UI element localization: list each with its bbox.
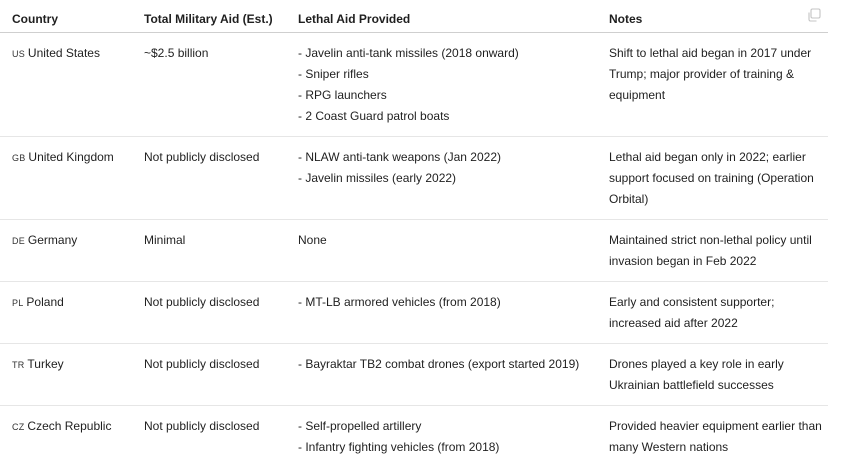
table-row — [0, 33, 828, 137]
header-notes: Notes — [609, 12, 643, 26]
notes-cell — [609, 292, 828, 334]
table-header — [0, 0, 828, 33]
lethal-aid-item: - 2 Coast Guard patrol boats — [298, 109, 450, 123]
copy-icon[interactable] — [806, 7, 822, 23]
notes-cell — [609, 416, 828, 458]
header-total-aid: Total Military Aid (Est.) — [144, 12, 273, 26]
table-row — [0, 344, 828, 406]
lethal-aid-cell — [298, 147, 604, 189]
lethal-aid-item: - Javelin missiles (early 2022) — [298, 171, 457, 185]
notes-text: Provided heavier equipment earlier than many Western nations — [609, 419, 822, 454]
total-aid-cell: ~$2.5 billion — [144, 46, 209, 60]
lethal-aid-item: - Self-propelled artillery — [298, 419, 422, 433]
lethal-aid-item: - Bayraktar TB2 combat drones (export started 2019) — [298, 357, 580, 371]
notes-text: Early and consistent supporter; increased aid after 2022 — [609, 295, 775, 330]
total-aid-cell: Not publicly disclosed — [144, 419, 260, 433]
country-cell — [12, 354, 140, 376]
notes-text: Lethal aid began only in 2022; earlier support focused on training (Operation Orbital) — [609, 150, 814, 206]
country-cell — [12, 230, 140, 252]
total-aid-cell: Minimal — [144, 233, 186, 247]
total-aid-cell: Not publicly disclosed — [144, 357, 260, 371]
country-code: PL — [12, 298, 24, 308]
lethal-aid-item: - Javelin anti-tank missiles (2018 onward) — [298, 46, 519, 60]
lethal-aid-item: None — [298, 233, 327, 247]
country-code: CZ — [12, 422, 25, 432]
header-lethal-aid: Lethal Aid Provided — [298, 12, 411, 26]
country-name: Czech Republic — [27, 419, 112, 433]
header-country: Country — [12, 12, 58, 26]
total-aid-cell: Not publicly disclosed — [144, 295, 260, 309]
country-code: TR — [12, 360, 25, 370]
lethal-aid-cell — [298, 416, 604, 458]
country-cell — [12, 416, 140, 438]
country-name: Poland — [26, 295, 64, 309]
table-row — [0, 220, 828, 282]
country-cell — [12, 147, 140, 169]
country-name: Germany — [27, 233, 78, 247]
country-code: US — [12, 49, 25, 59]
lethal-aid-item: - MT-LB armored vehicles (from 2018) — [298, 295, 501, 309]
total-aid-cell: Not publicly disclosed — [144, 150, 260, 164]
country-cell — [12, 292, 140, 314]
country-code: GB — [12, 153, 26, 163]
country-cell — [12, 43, 140, 65]
table-row — [0, 406, 828, 462]
notes-cell — [609, 230, 828, 272]
lethal-aid-item: - Sniper rifles — [298, 67, 369, 81]
lethal-aid-cell — [298, 354, 604, 375]
country-name: United States — [27, 46, 100, 60]
lethal-aid-cell — [298, 230, 604, 251]
notes-text: Maintained strict non-lethal policy until invasion began in Feb 2022 — [609, 233, 812, 268]
lethal-aid-cell — [298, 43, 604, 127]
country-code: DE — [12, 236, 25, 246]
country-name: Turkey — [27, 357, 64, 371]
lethal-aid-item: - Infantry fighting vehicles (from 2018) — [298, 440, 500, 454]
notes-text: Drones played a key role in early Ukrainian battlefield successes — [609, 357, 784, 392]
notes-cell — [609, 354, 828, 396]
lethal-aid-cell — [298, 292, 604, 313]
table-row — [0, 282, 828, 344]
lethal-aid-item: - NLAW anti-tank weapons (Jan 2022) — [298, 150, 501, 164]
notes-cell — [609, 147, 828, 210]
lethal-aid-item: - RPG launchers — [298, 88, 387, 102]
country-name: United Kingdom — [28, 150, 114, 164]
notes-cell — [609, 43, 828, 106]
notes-text: Shift to lethal aid began in 2017 under Trump; major provider of training & equipment — [609, 46, 812, 102]
table-row — [0, 137, 828, 220]
